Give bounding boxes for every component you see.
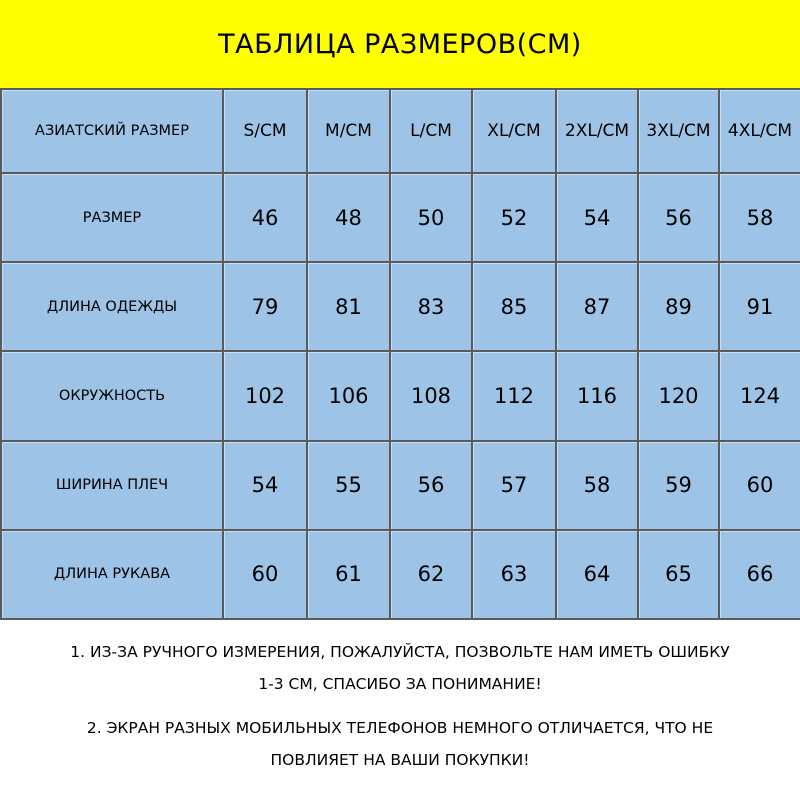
table-cell: 91	[719, 262, 800, 351]
table-cell: 83	[390, 262, 472, 351]
table-cell: 85	[472, 262, 556, 351]
table-cell: 66	[719, 530, 800, 619]
table-header-row	[1, 89, 800, 173]
table-cell: 59	[638, 441, 719, 530]
note-1-line-1: 1. ИЗ-ЗА РУЧНОГО ИЗМЕРЕНИЯ, ПОЖАЛУЙСТА, ПОЗВОЛЬТЕ НАМ ИМЕТЬ ОШИБКУ	[70, 643, 730, 661]
notes-section	[0, 636, 800, 776]
column-header: 4XL/CM	[719, 89, 800, 173]
table-cell: 63	[472, 530, 556, 619]
table-row	[1, 262, 800, 351]
row-label: РАЗМЕР	[1, 173, 223, 262]
table-cell: 116	[556, 351, 638, 440]
table-cell: 52	[472, 173, 556, 262]
table-cell: 106	[307, 351, 390, 440]
table-cell: 102	[223, 351, 307, 440]
table-cell: 54	[556, 173, 638, 262]
header-corner-label: АЗИАТСКИЙ РАЗМЕР	[1, 89, 223, 173]
table-cell: 56	[638, 173, 719, 262]
row-label: ШИРИНА ПЛЕЧ	[1, 441, 223, 530]
table-cell: 81	[307, 262, 390, 351]
table-cell: 120	[638, 351, 719, 440]
table-cell: 48	[307, 173, 390, 262]
table-row	[1, 530, 800, 619]
note-1	[0, 636, 800, 700]
note-2-line-2: ПОВЛИЯЕТ НА ВАШИ ПОКУПКИ!	[270, 751, 530, 769]
table-cell: 58	[556, 441, 638, 530]
size-table-container	[0, 88, 800, 620]
column-header: M/CM	[307, 89, 390, 173]
table-cell: 46	[223, 173, 307, 262]
note-2-line-1: 2. ЭКРАН РАЗНЫХ МОБИЛЬНЫХ ТЕЛЕФОНОВ НЕМНОГО ОТЛИЧАЕТСЯ, ЧТО НЕ	[86, 719, 714, 737]
table-cell: 87	[556, 262, 638, 351]
page-title: ТАБЛИЦА РАЗМЕРОВ(CM)	[218, 28, 582, 60]
table-cell: 54	[223, 441, 307, 530]
column-header: L/CM	[390, 89, 472, 173]
column-header: XL/CM	[472, 89, 556, 173]
row-label: ДЛИНА РУКАВА	[1, 530, 223, 619]
note-2	[0, 712, 800, 776]
row-label: ОКРУЖНОСТЬ	[1, 351, 223, 440]
note-1-line-2: 1-3 СМ, СПАСИБО ЗА ПОНИМАНИЕ!	[258, 675, 542, 693]
table-cell: 64	[556, 530, 638, 619]
table-cell: 62	[390, 530, 472, 619]
table-cell: 60	[719, 441, 800, 530]
table-cell: 57	[472, 441, 556, 530]
table-cell: 55	[307, 441, 390, 530]
table-cell: 50	[390, 173, 472, 262]
table-cell: 58	[719, 173, 800, 262]
table-cell: 65	[638, 530, 719, 619]
table-cell: 112	[472, 351, 556, 440]
table-cell: 108	[390, 351, 472, 440]
column-header: 3XL/CM	[638, 89, 719, 173]
table-row	[1, 351, 800, 440]
table-row	[1, 441, 800, 530]
column-header: 2XL/CM	[556, 89, 638, 173]
table-cell: 60	[223, 530, 307, 619]
table-row	[1, 173, 800, 262]
size-table	[0, 88, 800, 620]
table-cell: 124	[719, 351, 800, 440]
table-cell: 89	[638, 262, 719, 351]
column-header: S/CM	[223, 89, 307, 173]
title-banner	[0, 0, 800, 88]
table-cell: 61	[307, 530, 390, 619]
row-label: ДЛИНА ОДЕЖДЫ	[1, 262, 223, 351]
table-cell: 56	[390, 441, 472, 530]
table-cell: 79	[223, 262, 307, 351]
